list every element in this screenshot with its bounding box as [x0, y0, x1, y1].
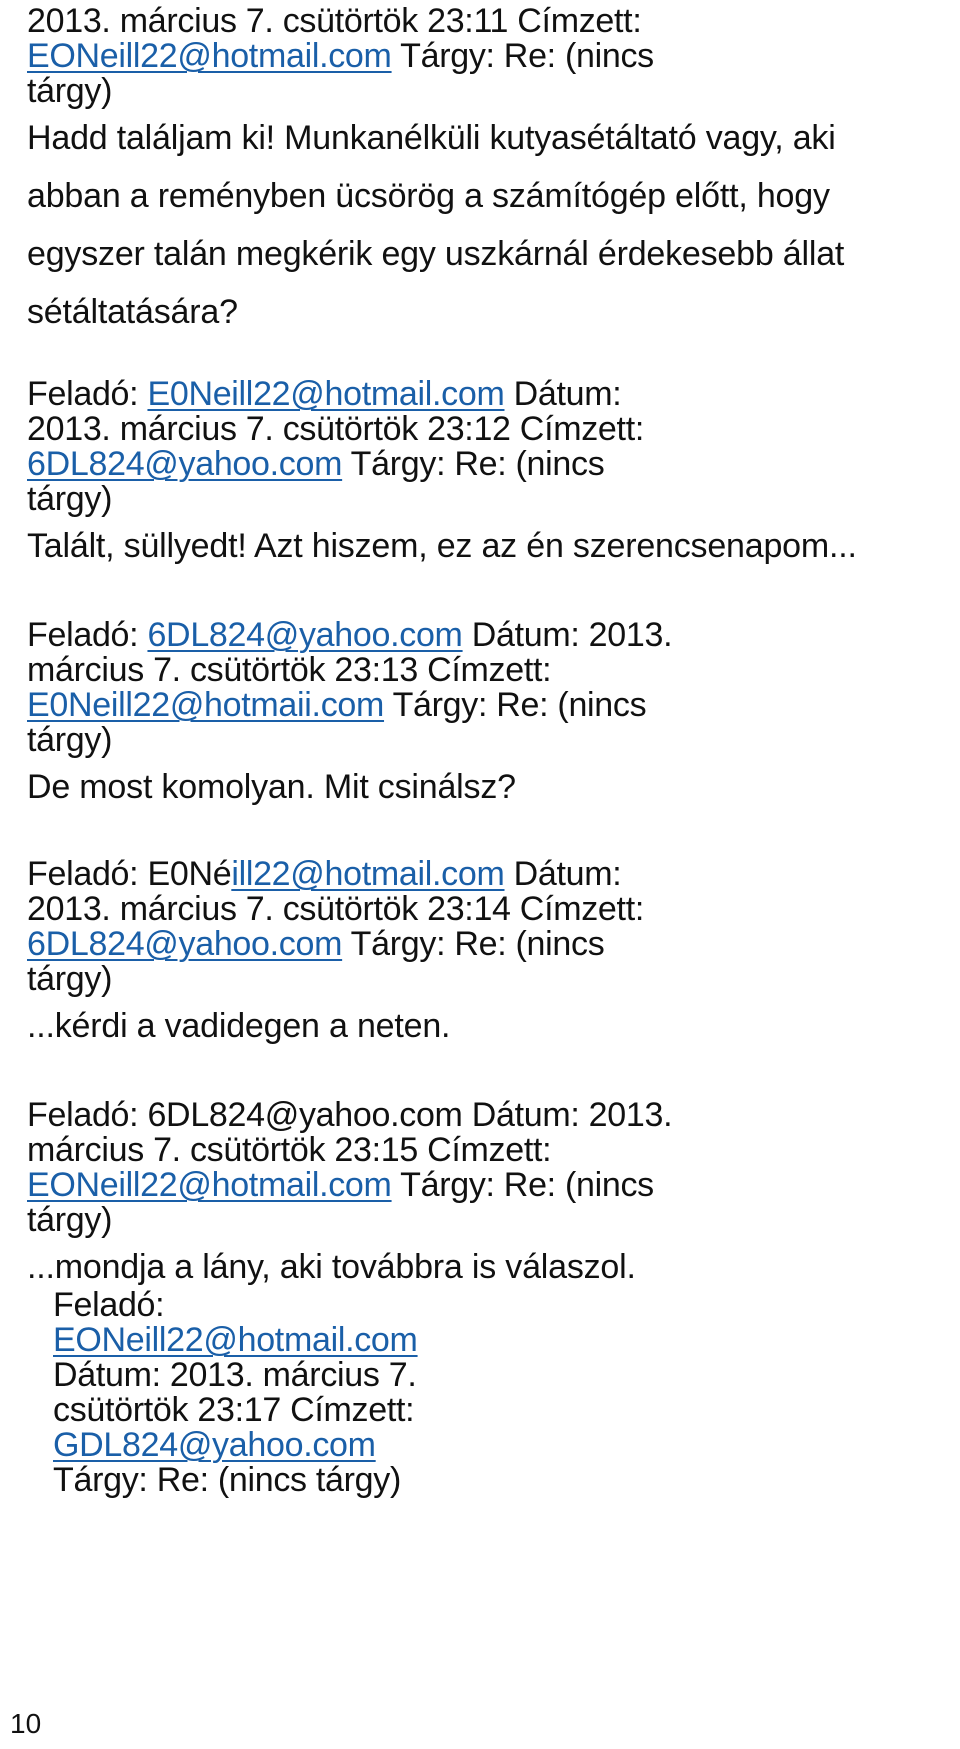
header-line: [53, 1288, 960, 1323]
body-line: abban a reményben ücsörög a számítógép előtt, hogy: [27, 177, 830, 215]
body-line: sétáltatására?: [27, 293, 238, 331]
header-line: [53, 1463, 960, 1498]
body-line: Talált, süllyedt! Azt hiszem, ez az én szerencsenapom...: [27, 527, 857, 565]
header-text: Dátum:: [504, 375, 622, 413]
email-header: [27, 1098, 947, 1238]
header-line: [27, 723, 947, 758]
header-text: tárgy): [27, 1201, 113, 1239]
header-text: Tárgy: Re: (nincs: [391, 1166, 654, 1204]
header-text: 2013. március 7. csütörtök 23:12 Címzett:: [27, 410, 644, 448]
email-address-link[interactable]: E0Neill22@hotmail.com: [147, 375, 505, 413]
email-address-link[interactable]: EONeill22@hotmail.com: [53, 1321, 418, 1359]
body-line: De most komolyan. Mit csinálsz?: [27, 768, 516, 806]
header-line: [27, 927, 947, 962]
header-line: [53, 1358, 960, 1393]
email-block: [53, 1288, 960, 1498]
header-line: [53, 1428, 960, 1463]
email-address-link[interactable]: 6DL824@yahoo.com: [27, 445, 343, 483]
header-line: [27, 1203, 947, 1238]
email-address-link[interactable]: EONeill22@hotmail.com: [27, 1166, 392, 1204]
header-text: tárgy): [27, 960, 113, 998]
header-line: [27, 4, 947, 39]
header-text: Tárgy: Re: (nincs: [384, 686, 647, 724]
body-line: Hadd találjam ki! Munkanélküli kutyasétáltató vagy, aki: [27, 119, 836, 157]
header-line: [53, 1393, 960, 1428]
email-address-link[interactable]: 6DL824@yahoo.com: [147, 616, 463, 654]
header-text: tárgy): [27, 721, 113, 759]
header-text: Tárgy: Re: (nincs: [391, 37, 654, 75]
header-text: március 7. csütörtök 23:15 Címzett:: [27, 1131, 552, 1169]
email-block: [27, 618, 947, 816]
email-block: [27, 377, 947, 575]
email-address-link[interactable]: 6DL824@yahoo.com: [27, 925, 343, 963]
header-line: [53, 1323, 960, 1358]
header-line: [27, 39, 947, 74]
email-header: [27, 618, 947, 758]
header-text: 2013. március 7. csütörtök 23:11 Címzett:: [27, 2, 642, 40]
header-text: Dátum: 2013.: [462, 616, 673, 654]
header-text: Feladó:: [27, 616, 148, 654]
header-text: Feladó:: [27, 375, 148, 413]
header-text: Dátum:: [504, 855, 622, 893]
email-block: [27, 1098, 947, 1296]
email-body: [27, 517, 947, 575]
header-line: [27, 892, 947, 927]
email-address-link[interactable]: GDL824@yahoo.com: [53, 1426, 376, 1464]
header-line: [27, 618, 947, 653]
header-text: Feladó: 6DL824@yahoo.com Dátum: 2013.: [27, 1096, 673, 1134]
page-number: 10: [10, 1708, 42, 1739]
header-text: Feladó:: [53, 1286, 165, 1324]
header-line: [27, 688, 947, 723]
email-body: [27, 109, 947, 341]
header-text: Feladó: E0Né: [27, 855, 232, 893]
header-text: Dátum: 2013. március 7.: [53, 1356, 417, 1394]
body-line: ...kérdi a vadidegen a neten.: [27, 1007, 451, 1045]
header-text: 2013. március 7. csütörtök 23:14 Címzett:: [27, 890, 644, 928]
header-line: [27, 653, 947, 688]
email-address-link[interactable]: ill22@hotmail.com: [231, 855, 505, 893]
email-block: [27, 857, 947, 1055]
email-header: [27, 857, 947, 997]
header-line: [27, 857, 947, 892]
header-text: március 7. csütörtök 23:13 Címzett:: [27, 651, 552, 689]
body-line: ...mondja a lány, aki továbbra is válaszol.: [27, 1248, 636, 1286]
header-text: tárgy): [27, 72, 113, 110]
header-line: [27, 1098, 947, 1133]
body-line: egyszer talán megkérik egy uszkárnál érdekesebb állat: [27, 235, 845, 273]
header-line: [27, 962, 947, 997]
header-line: [27, 482, 947, 517]
email-address-link[interactable]: EONeill22@hotmail.com: [27, 37, 392, 75]
email-header: [53, 1288, 960, 1498]
email-header: [27, 4, 947, 109]
email-body: [27, 758, 947, 816]
header-text: Tárgy: Re: (nincs tárgy): [53, 1461, 402, 1499]
header-text: Tárgy: Re: (nincs: [342, 925, 605, 963]
header-line: [27, 447, 947, 482]
header-line: [27, 412, 947, 447]
header-line: [27, 1133, 947, 1168]
header-line: [27, 74, 947, 109]
header-line: [27, 1168, 947, 1203]
email-block: [27, 4, 947, 341]
header-text: tárgy): [27, 480, 113, 518]
email-address-link[interactable]: E0Neill22@hotmaii.com: [27, 686, 385, 724]
email-header: [27, 377, 947, 517]
header-line: [27, 377, 947, 412]
email-body: [27, 997, 947, 1055]
header-text: csütörtök 23:17 Címzett:: [53, 1391, 415, 1429]
header-text: Tárgy: Re: (nincs: [342, 445, 605, 483]
